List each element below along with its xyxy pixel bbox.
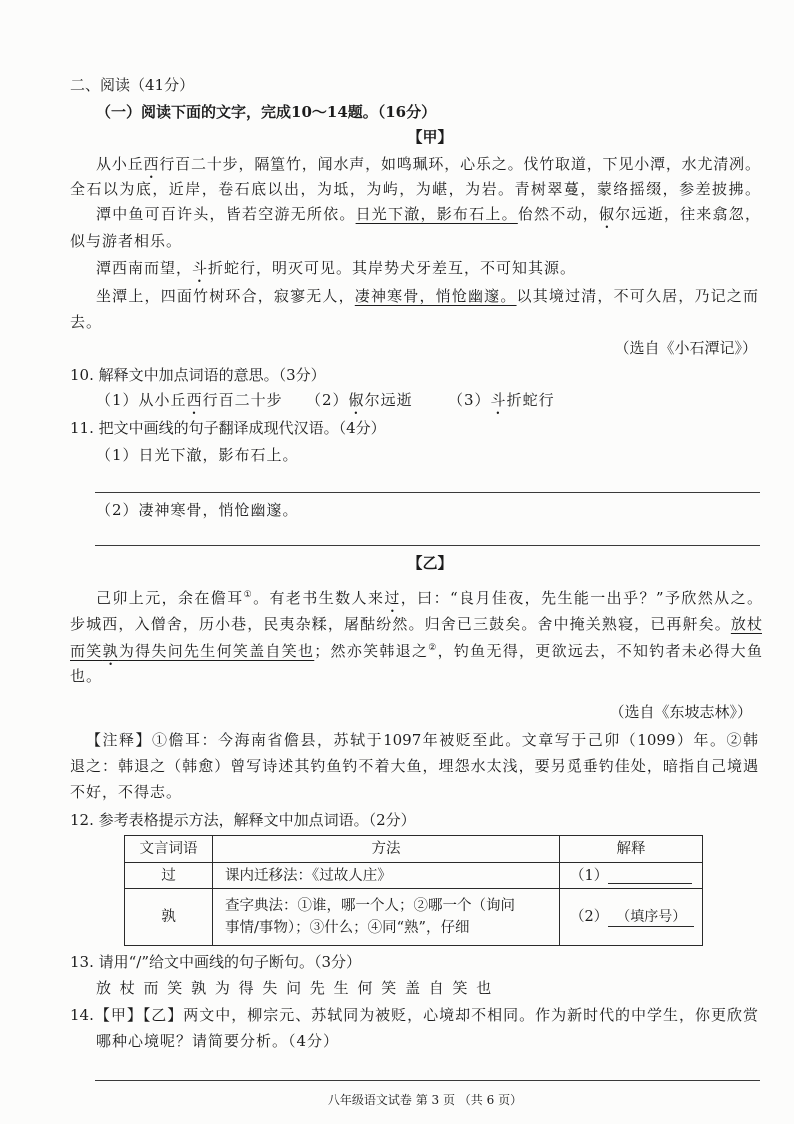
- word-cell: 过: [125, 863, 213, 889]
- text-segment: 。有老书生数人来: [253, 589, 385, 607]
- answer-line: [95, 492, 760, 493]
- question-10-item-3: [448, 389, 555, 418]
- text-segment: 折蛇行: [506, 391, 555, 409]
- text-segment: 折蛇行，明灭可见。其岸势犬牙差互，不可知其源。: [208, 259, 577, 277]
- answer-cell: [560, 863, 703, 889]
- question-12-stem: 12. 参考表格提示方法，解释文中加点词语。（2分）: [70, 811, 416, 829]
- underlined-sentence: [70, 642, 314, 660]
- footnote-mark: ①: [243, 590, 254, 600]
- passage-jia-line: [96, 203, 760, 232]
- text-segment: ；然亦笑韩退之: [314, 642, 429, 660]
- annotation-line: 【注释】①儋耳：今海南省儋县，苏轼于1097年被贬至此。文章写于己卯（1099）年。②韩: [86, 731, 758, 749]
- passage-yi-line: [96, 587, 762, 616]
- text-segment: 从小丘: [96, 155, 144, 173]
- table-row: [125, 863, 703, 889]
- text-segment: 尔远逝，往来翕忽，: [615, 205, 760, 223]
- dotted-word: 孰: [102, 642, 119, 660]
- answer-number: （1）: [570, 867, 609, 884]
- dotted-word: 斗: [490, 391, 507, 409]
- method-line: 事情/事物）；③什么；④同“熟”，仔细: [225, 920, 470, 936]
- table-row: [125, 889, 703, 946]
- reading-instruction: （一）阅读下面的文字，完成10～14题。（16分）: [96, 103, 437, 121]
- answer-cell: [560, 889, 703, 946]
- item-number: （1）: [96, 391, 139, 409]
- text-segment: 坐潭上，四面竹树环合，寂寥无人，: [96, 287, 355, 305]
- passage-yi-line: [70, 613, 762, 635]
- method-cell: 课内迁移法：《过故人庄》: [213, 863, 560, 889]
- question-14-stem: 14.【甲】【乙】两文中，柳宗元、苏轼同为被贬，心境却不相同。作为新时代的中学生，你更欣赏: [70, 1006, 758, 1024]
- dotted-word: 俶: [598, 205, 616, 223]
- question-11-item-2: （2）凄神寒骨，悄怆幽邃。: [96, 501, 299, 519]
- underlined-sentence: 放杖: [730, 615, 762, 633]
- question-14-stem-cont: 哪种心境呢？请简要分析。（4分）: [96, 1032, 340, 1050]
- passage-jia-line: [96, 285, 758, 307]
- passage-jia-label: 【甲】: [407, 128, 453, 146]
- passage-jia-source: （选自《小石潭记》）: [614, 339, 757, 357]
- item-number: （2）: [306, 391, 349, 409]
- answer-line: [95, 1080, 760, 1081]
- section-title: 二、阅读（41分）: [70, 76, 195, 94]
- passage-jia-line: 全石以为底，近岸，卷石底以出，为坻，为屿，为嵁，为岩。青树翠蔓，蒙络摇缀，参差披拂。: [70, 180, 760, 198]
- word-cell: 孰: [125, 889, 213, 946]
- item-number: （3）: [448, 391, 491, 409]
- answer-number: （2）: [570, 909, 609, 925]
- text-segment: 行百二十步: [202, 391, 283, 409]
- answer-blank-hint: （填序号）: [608, 908, 694, 927]
- text-segment: ，曰：“良月佳夜，先生能一出乎？”予欣然从之。: [400, 589, 762, 607]
- text-segment: 己卯上元，余在儋耳: [96, 589, 244, 607]
- header-word: 文言词语: [125, 836, 213, 863]
- text-segment: 佁然不动，: [517, 205, 599, 223]
- annotation-line: 退之：韩退之（韩愈）曾写诗述其钓鱼钓不着大鱼，埋怨水太浅，要另觅垂钓佳处，暗指自己境遇: [70, 757, 758, 775]
- header-explanation: 解释: [560, 836, 703, 863]
- dotted-word: 西: [143, 155, 160, 173]
- dotted-word: 过: [384, 589, 401, 607]
- passage-yi-line: [70, 640, 762, 669]
- header-method: 方法: [213, 836, 560, 863]
- question-13-sentence: 放 杖 而 笑 孰 为 得 失 问 先 生 何 笑 盖 自 笑 也: [96, 979, 494, 997]
- text-segment: 尔远逝: [364, 391, 413, 409]
- passage-jia-line: 去。: [70, 313, 103, 331]
- dotted-word: 斗: [192, 259, 209, 277]
- method-cell: [213, 889, 560, 946]
- text-segment: 以其境过清，不可久居，乃记之而: [516, 287, 758, 305]
- passage-yi-line: 也。: [70, 667, 103, 685]
- annotation-line: 不好，不得志。: [70, 783, 183, 801]
- question-10-stem: 10. 解释文中加点词语的意思。（3分）: [70, 366, 326, 384]
- question-11-stem: 11. 把文中画线的句子翻译成现代汉语。（4分）: [70, 419, 386, 437]
- page-footer: 八年级语文试卷 第 3 页 （共 6 页）: [327, 1093, 523, 1107]
- footnote-mark: ②: [428, 643, 438, 653]
- passage-yi-source: （选自《东坡志林》）: [609, 703, 752, 721]
- underlined-sentence: 凄神寒骨，悄怆幽邃。: [354, 287, 517, 305]
- method-table: [124, 835, 703, 946]
- text-segment: 从小丘: [138, 391, 187, 409]
- dotted-word: 西: [186, 391, 203, 409]
- text-segment: 潭中鱼可百许头，皆若空游无所依。: [96, 205, 356, 223]
- passage-jia-line: [96, 257, 576, 286]
- question-10-item-2: [306, 389, 413, 418]
- question-10-item-1: [96, 389, 283, 418]
- question-11-item-1: （1）日光下澈，影布石上。: [96, 446, 299, 464]
- question-13-stem: 13. 请用“/”给文中画线的句子断句。（3分）: [70, 953, 362, 971]
- text-segment: ，钓鱼无得，更欲远去，不知钓者未必得大鱼: [437, 642, 762, 660]
- text-segment: 而笑: [70, 642, 103, 660]
- table-header-row: [125, 836, 703, 863]
- answer-line: [95, 545, 760, 546]
- text-segment: 潭西南而望，: [96, 259, 193, 277]
- underlined-sentence: 日光下澈，影布石上。: [355, 205, 518, 223]
- passage-jia-line: 似与游者相乐。: [70, 232, 183, 250]
- text-segment: 步城西，入僧舍，历小巷，民夷杂糅，屠酤纷然。归舍已三鼓矣。舍中掩关熟寝，已再鼾矣。: [70, 615, 731, 633]
- passage-yi-label: 【乙】: [407, 554, 453, 572]
- method-line: 查字典法：①谁，哪一个人；②哪一个（询问: [225, 898, 515, 914]
- text-segment: 行百二十步，隔篁竹，闻水声，如鸣珮环，心乐之。伐竹取道，下见小潭，水尤清冽。: [159, 155, 760, 173]
- answer-blank: [608, 867, 692, 884]
- dotted-word: 俶: [348, 391, 365, 409]
- text-segment: 为得失问先生何笑盖自笑也: [118, 642, 315, 660]
